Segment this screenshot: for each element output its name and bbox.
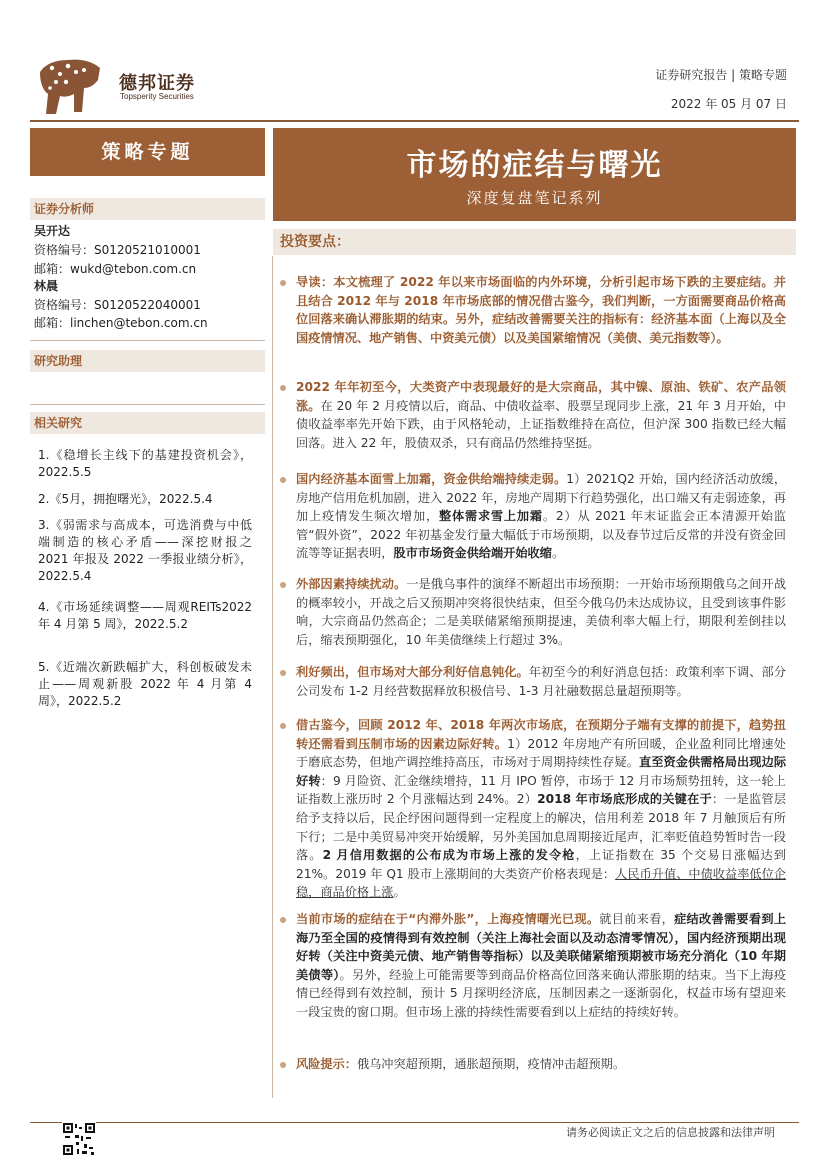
- qr-code-icon[interactable]: [62, 1122, 96, 1156]
- keypoint-paragraph: [296, 910, 786, 1022]
- leopard-logo-icon: [38, 58, 102, 116]
- keypoint-text: 年初至今的利好消息包括：政策利率下调、部分公司发布 1-2 月经营数据释放积极信号、1-3 月社融数据总量超预期等。: [296, 665, 787, 698]
- bullet-icon: [280, 1062, 286, 1068]
- keypoint-underline: 人民币升值、中债收益率低位企稳，商品价格上涨: [296, 866, 786, 900]
- keypoint-lead: 国内经济基本面雪上加霜，资金供给端持续走弱。: [296, 472, 567, 486]
- keypoint-emphasis: 2018 年市场底形成的关键在于: [537, 792, 712, 807]
- keypoint-paragraph: [296, 273, 786, 347]
- keypoint-lead: 利好频出，但市场对大部分利好信息钝化。: [296, 665, 529, 679]
- keypoint-text: 一是俄乌事件的演绎不断超出市场预期：一开始市场预期俄乌之间开战的概率较小，开战之后又预期冲突将很快结束，但至今俄乌仍未达成协议，且受到该事件影响，大宗商品仍然高企；二是美联储紧缩预期提速，美债利率大幅上行，期限利差倒挂以后，缩表预期强化，10 年美债继续上行超过 3%。: [296, 577, 787, 647]
- keypoint-text: 。: [393, 885, 406, 900]
- keypoint-text: ，上证指数在 35 个交易日涨幅达到 21%。2019 年 Q1 股市上涨期间的大类资产价格表现是：: [296, 848, 786, 881]
- report-date: 2022 年 05 月 07 日: [670, 97, 787, 111]
- keypoint-text: ：9 月险资、汇金继续增持，11 月 IPO 暂停，市场于 12 月市场颓势扭转，这一轮上证指数上涨历时 2 个月涨幅达到 24%。2）: [296, 773, 786, 807]
- analyst-cert: 资格编号：S0120522040001: [34, 298, 201, 312]
- keypoint-text: 。另外，经验上可能需要等到商品价格高位回落来确认滞胀期的结束。当下上海疫情已经得到有效控制，预计 5 月探明经济底，压制因素之一逐渐弱化，权益市场有望迎来一段宝贵的窗口期。但市场上涨的持续性需要看到以上症结的持续好转。: [296, 967, 787, 1019]
- bullet-icon: [280, 723, 286, 729]
- bullet-icon: [280, 385, 286, 391]
- keypoint-lead: 借古鉴今，回顾 2012 年、2018 年两次市场底，在预期分子端有支撑的前提下，趋势扭转还需看到压制市场的因素边际好转。: [296, 718, 786, 751]
- keypoint-text: 。: [551, 546, 565, 561]
- related-item[interactable]: 2.《5月，拥抱曙光》，2022.5.4: [38, 492, 213, 506]
- keypoint-lead: 外部因素持续扰动。: [296, 577, 407, 591]
- keypoint-paragraph: [296, 378, 786, 452]
- report-subtitle: 深度复盘笔记系列: [466, 189, 603, 207]
- keypoint-paragraph: [296, 663, 786, 700]
- keypoint-paragraph: [296, 575, 786, 649]
- keypoint-text: 。2）从 2021 年末证监会正本清源开始监管“假外资”，2022 年初基金发行量大幅低于市场预期，以及春节过后反常的并没有资金回流等等证据表明，: [296, 509, 786, 561]
- company-name-en: Topsperity Securities: [120, 92, 194, 101]
- keypoint-emphasis: 直至资金供需格局出现边际好转: [296, 755, 787, 788]
- bullet-icon: [280, 280, 286, 286]
- keypoint-lead: 当前市场的症结在于“内滞外胀”，上海疫情曙光已现。: [296, 912, 600, 926]
- assistant-heading: 研究助理: [30, 350, 265, 372]
- analyst-cert: 资格编号：S0120521010001: [34, 243, 201, 257]
- keypoint-emphasis: 2 月信用数据的公布成为市场上涨的发令枪: [322, 848, 576, 863]
- related-item[interactable]: 5.《近端次新跌幅扩大，科创板破发未止——周观新股 2022 年 4 月第 4 周》，2022.5.2: [38, 660, 252, 708]
- keypoints-left-rule: [272, 256, 273, 1098]
- keypoint-paragraph: [296, 716, 786, 902]
- analyst-name: 吴开达: [34, 224, 71, 238]
- header-divider: [30, 120, 799, 122]
- keypoint-text: 1）2012 年房地产有所回暖，企业盈利同比增速处于磨底态势，但地产调控维持高压，市场对于周期持续性存疑。: [296, 736, 786, 770]
- related-item[interactable]: 3.《弱需求与高成本，可选消费与中低端制造的核心矛盾——深挖财报之 2021 年报及 2022 一季报业绩分析》，2022.5.4: [38, 518, 252, 583]
- company-name-cn: 德邦证券: [119, 73, 195, 94]
- footer-disclaimer-note: 请务必阅读正文之后的信息披露和法律声明: [566, 1126, 775, 1139]
- keypoint-emphasis: 股市市场资金供给端开始收缩: [393, 546, 552, 561]
- bullet-icon: [280, 477, 286, 483]
- related-item[interactable]: 4.《市场延续调整——周观REITs2022 年 4 月第 5 周》，2022.5.2: [38, 600, 252, 631]
- keypoint-lead: 2022 年年初至今，大类资产中表现最好的是大宗商品，其中镍、原油、铁矿、农产品领涨。: [296, 380, 786, 413]
- bullet-icon: [280, 670, 286, 676]
- keypoint-paragraph: [296, 470, 786, 563]
- bullet-icon: [280, 582, 286, 588]
- related-heading: 相关研究: [30, 412, 265, 434]
- section-tag: 策略专题: [30, 128, 265, 176]
- side-divider: [30, 340, 265, 341]
- title-banner: [273, 128, 796, 221]
- keypoint-text: 1）2021Q2 开始，国内经济活动放缓，房地产信用危机加剧，进入 2022 年，房地产周期下行趋势强化，出口端又有走弱迹象，再加上疫情发生频次增加，: [296, 472, 787, 524]
- bullet-icon: [280, 917, 286, 923]
- keypoint-text: 在 20 年 2 月疫情以后，商品、中债收益率、股票呈现同步上涨，21 年 3 月开始，中债收益率率先开始下跌，由于风格轮动，上证指数维持在高位，但沪深 300 指数已经大幅回落。进入 22 年，股债双杀，只有商品仍然维持坚挺。: [296, 398, 786, 450]
- keypoint-lead: 风险提示：: [296, 1057, 357, 1071]
- keypoints-heading: 投资要点：: [273, 229, 796, 255]
- report-type: 证券研究报告 | 策略专题: [655, 68, 787, 82]
- keypoint-lead: 导读：本文梳理了 2022 年以来市场面临的内外环境，分析引起市场下跌的主要症结。并且结合 2012 年与 2018 年市场底部的情况借古鉴今，我们判断，一方面需要商品价格高位回落来确认滞胀期的结束。另外，症结改善需要关注的指标有：经济基本面（上海以及全国疫情情况、地产销售、中资美元债）以及美国紧缩情况（美债、美元指数等）。: [296, 275, 786, 345]
- related-item[interactable]: 1.《稳增长主线下的基建投资机会》，2022.5.5: [38, 448, 252, 479]
- keypoint-text: 俄乌冲突超预期，通胀超预期，疫情冲击超预期。: [356, 1057, 626, 1071]
- side-divider: [30, 404, 265, 405]
- report-title: 市场的症结与曙光: [406, 148, 663, 183]
- keypoint-text: ：一是监管层给予支持以后，民企纾困问题得到一定程度上的解决，信用利差 2018 年 7 月触顶后有所下行；二是中美贸易冲突开始缓解，另外美国加息周期接近尾声，汇率贬值趋势暂时告一段落。: [296, 792, 787, 863]
- footer-divider: [30, 1122, 799, 1123]
- keypoint-paragraph: [296, 1055, 786, 1074]
- keypoint-text: 就目前来看，: [599, 912, 675, 926]
- analysts-heading: 证券分析师: [30, 198, 265, 220]
- analyst-email[interactable]: 邮箱：wukd@tebon.com.cn: [34, 262, 197, 276]
- keypoint-emphasis: 症结改善需要看到上海乃至全国的疫情得到有效控制（关注上海社会面以及动态清零情况），国内经济预期出现好转（关注中资美元债、地产销售等指标）以及美联储紧缩预期被市场充分消化（10 年期美债等）: [296, 912, 787, 982]
- keypoint-emphasis: 整体需求雪上加霜: [438, 509, 543, 524]
- analyst-name: 林晨: [34, 279, 59, 293]
- analyst-email[interactable]: 邮箱：linchen@tebon.com.cn: [34, 316, 208, 330]
